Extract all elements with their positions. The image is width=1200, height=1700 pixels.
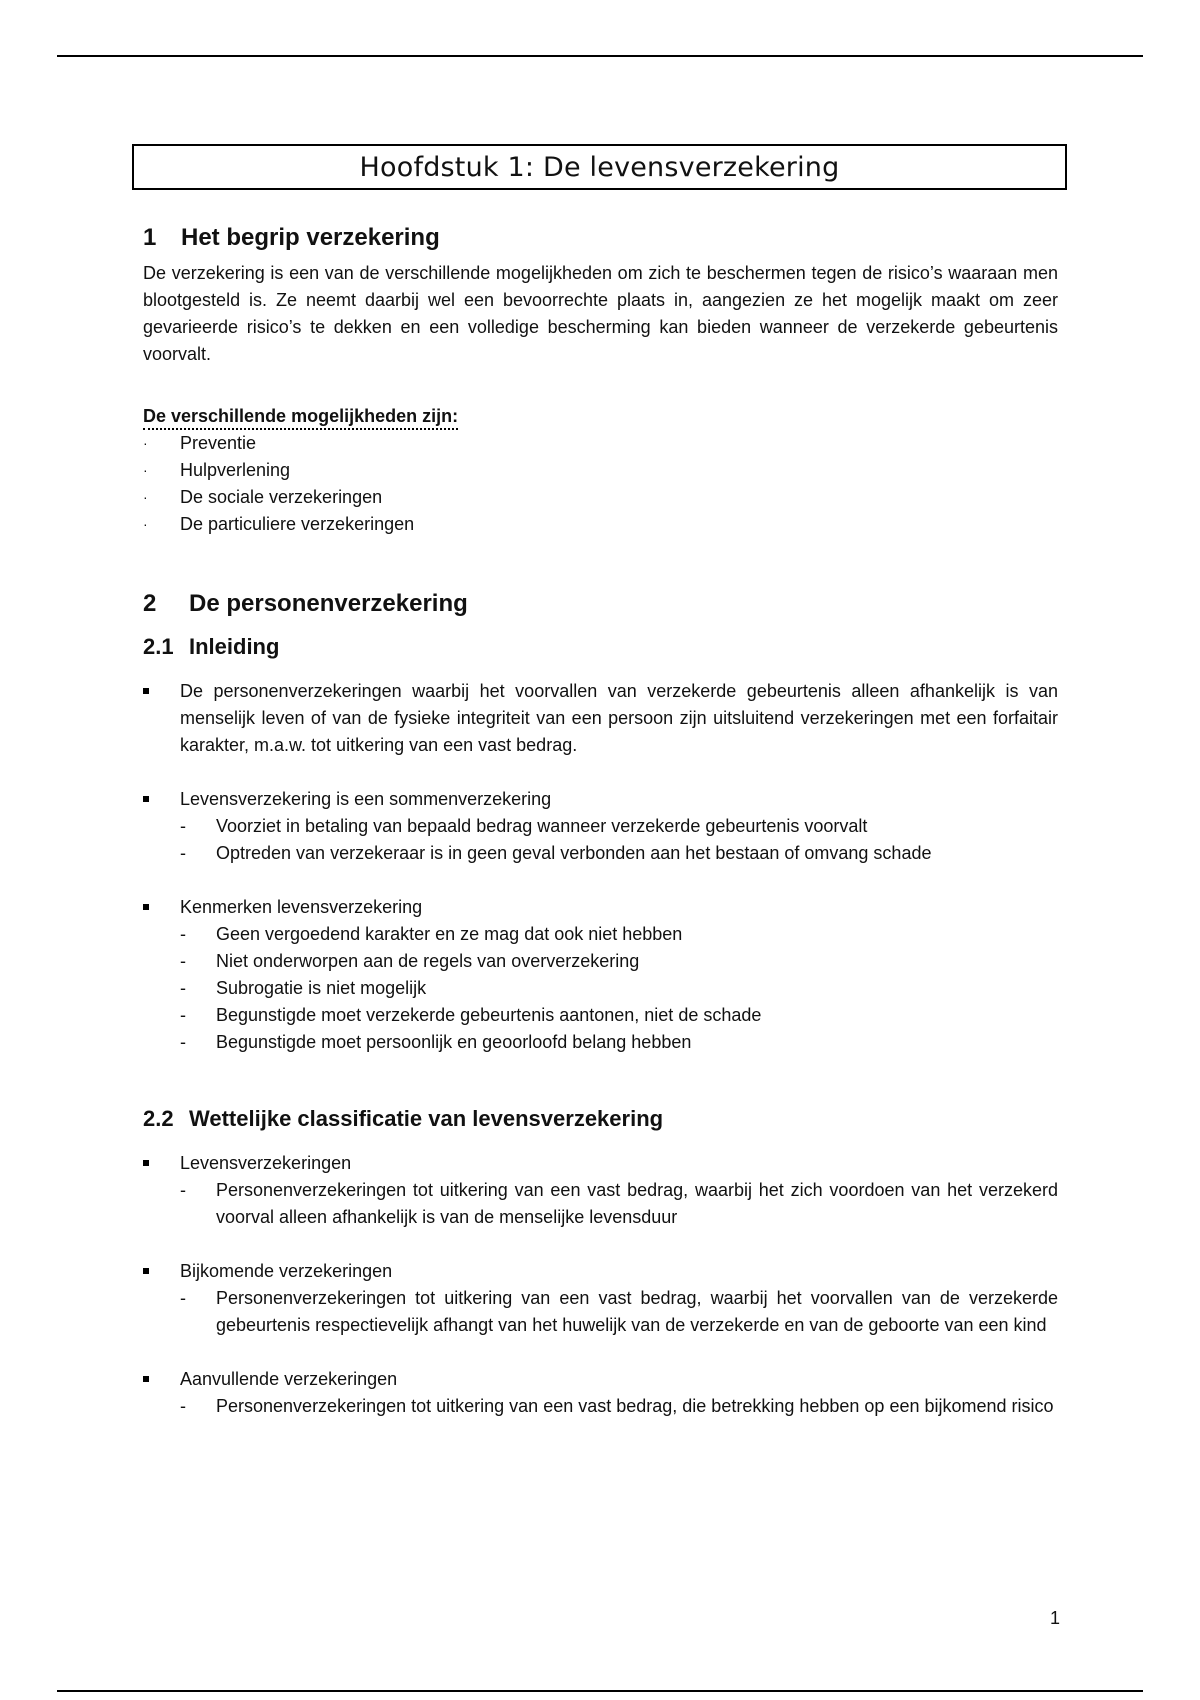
sub-list [180,921,1058,1056]
dash-icon: - [180,1396,186,1416]
section-2-heading [143,590,1058,618]
section-title: De personenverzekering [189,590,468,617]
page-number: 1 [1050,1608,1061,1628]
dash-icon: - [180,816,186,836]
sub-list-item: - Begunstigde moet persoonlijk en geoorloofd belang hebben [180,1029,1058,1056]
subsection-number: 2.1 [143,634,174,659]
list-item: · De sociale verzekeringen [143,484,1058,511]
bullet-dot-icon: · [143,435,148,451]
list-item: Aanvullende verzekeringen - Personenverzekeringen tot uitkering van een vast bedrag, die betrekking hebben op een bijkomend risico [143,1366,1058,1420]
subsection-title: Inleiding [189,634,280,659]
classification-list [143,1150,1058,1420]
bullet-dot-icon: · [143,489,148,505]
dash-icon: - [180,1005,186,1025]
footer-rule [57,1690,1143,1692]
dash-icon: - [180,1288,186,1308]
sub-list-item: - Personenverzekeringen tot uitkering van een vast bedrag, die betrekking hebben op een bijkomend risico [180,1393,1058,1420]
section-1-paragraph: De verzekering is een van de verschillende mogelijkheden om zich te beschermen tegen de risico’s waaraan men blootgesteld is. Ze neemt daarbij wel een bevoorrechte plaats in, aangezien ze het mogelijk maakt om zeer gevarieerde risico’s te dekken en een volledige bescherming kan bieden wanneer de verzekerde gebeurtenis voorvalt. [143,263,1058,364]
list-item: Levensverzekeringen - Personenverzekeringen tot uitkering van een vast bedrag, waarbij het zich voordoen van het verzekerd voorval alleen afhankelijk is van de menselijke levensduur [143,1150,1058,1231]
dash-icon: - [180,1032,186,1052]
list-item: Levensverzekering is een sommenverzekering - Voorziet in betaling van bepaald bedrag wanneer verzekerde gebeurtenis voorvalt - Optreden van verzekeraar is in geen geval verbonden aan het bestaan of omvang schade [143,786,1058,867]
square-bullet-icon [143,904,149,910]
sub-list [180,1285,1058,1339]
sub-list-item: - Optreden van verzekeraar is in geen geval verbonden aan het bestaan of omvang schade [180,840,1058,867]
bullet-dot-icon: · [143,516,148,532]
section-title: Het begrip verzekering [181,224,440,251]
header-rule [57,55,1143,57]
list-item: · Preventie [143,430,1058,457]
section-1-heading [143,224,1058,252]
dash-icon: - [180,924,186,944]
dash-icon: - [180,843,186,863]
dash-icon: - [180,951,186,971]
bullet-dot-icon: · [143,462,148,478]
square-bullet-icon [143,688,149,694]
dash-icon: - [180,978,186,998]
options-list [143,430,1058,538]
subsection-number: 2.2 [143,1106,174,1131]
sub-list [180,813,1058,867]
sub-list-item: - Personenverzekeringen tot uitkering van een vast bedrag, waarbij het zich voordoen van het verzekerd voorval alleen afhankelijk is van de menselijke levensduur [180,1177,1058,1231]
subsection-2-1-heading [143,634,1058,660]
sub-list-item: - Begunstigde moet verzekerde gebeurtenis aantonen, niet de schade [180,1002,1058,1029]
list-item: Kenmerken levensverzekering - Geen vergoedend karakter en ze mag dat ook niet hebben - Niet onderworpen aan de regels van oververzekering - Subrogatie is niet mogelijk - Begunstigde moet verzekerde gebeurtenis aantonen, niet de schade - Begunstigde moet persoonlijk en geoorloofd belang hebben [143,894,1058,1056]
list-item: Bijkomende verzekeringen - Personenverzekeringen tot uitkering van een vast bedrag, waarbij het voorvallen van de verzekerde gebeurtenis respectievelijk afhangt van het huwelijk van de verzekerde en van de geboorte van een kind [143,1258,1058,1339]
dash-icon: - [180,1180,186,1200]
subsection-2-2-heading [143,1106,1058,1132]
sub-list-item: - Geen vergoedend karakter en ze mag dat ook niet hebben [180,921,1058,948]
square-bullet-icon [143,1268,149,1274]
subsection-title: Wettelijke classificatie van levensverzekering [189,1106,664,1131]
list-item: De personenverzekeringen waarbij het voorvallen van verzekerde gebeurtenis alleen afhankelijk is van menselijk leven of van de fysieke integriteit van een persoon zijn uitsluitend verzekeringen met een forfaitair karakter, m.a.w. tot uitkering van een vast bedrag. [143,678,1058,759]
document-page [143,144,1058,1420]
sub-list-item: - Subrogatie is niet mogelijk [180,975,1058,1002]
sub-list [180,1177,1058,1231]
square-bullet-icon [143,796,149,802]
square-bullet-icon [143,1376,149,1382]
intro-list [143,678,1058,1056]
section-number: 1 [143,224,157,251]
sub-list-item: - Voorziet in betaling van bepaald bedrag wanneer verzekerde gebeurtenis voorvalt [180,813,1058,840]
sub-list [180,1393,1058,1420]
square-bullet-icon [143,1160,149,1166]
chapter-title: Hoofdstuk 1: De levensverzekering [132,144,1067,190]
options-subheading: De verschillende mogelijkheden zijn: [143,404,458,430]
list-item: · De particuliere verzekeringen [143,511,1058,538]
sub-list-item: - Personenverzekeringen tot uitkering van een vast bedrag, waarbij het voorvallen van de verzekerde gebeurtenis respectievelijk afhangt van het huwelijk van de verzekerde en van de geboorte van een kind [180,1285,1058,1339]
list-item: · Hulpverlening [143,457,1058,484]
section-number: 2 [143,590,157,617]
sub-list-item: - Niet onderworpen aan de regels van oververzekering [180,948,1058,975]
